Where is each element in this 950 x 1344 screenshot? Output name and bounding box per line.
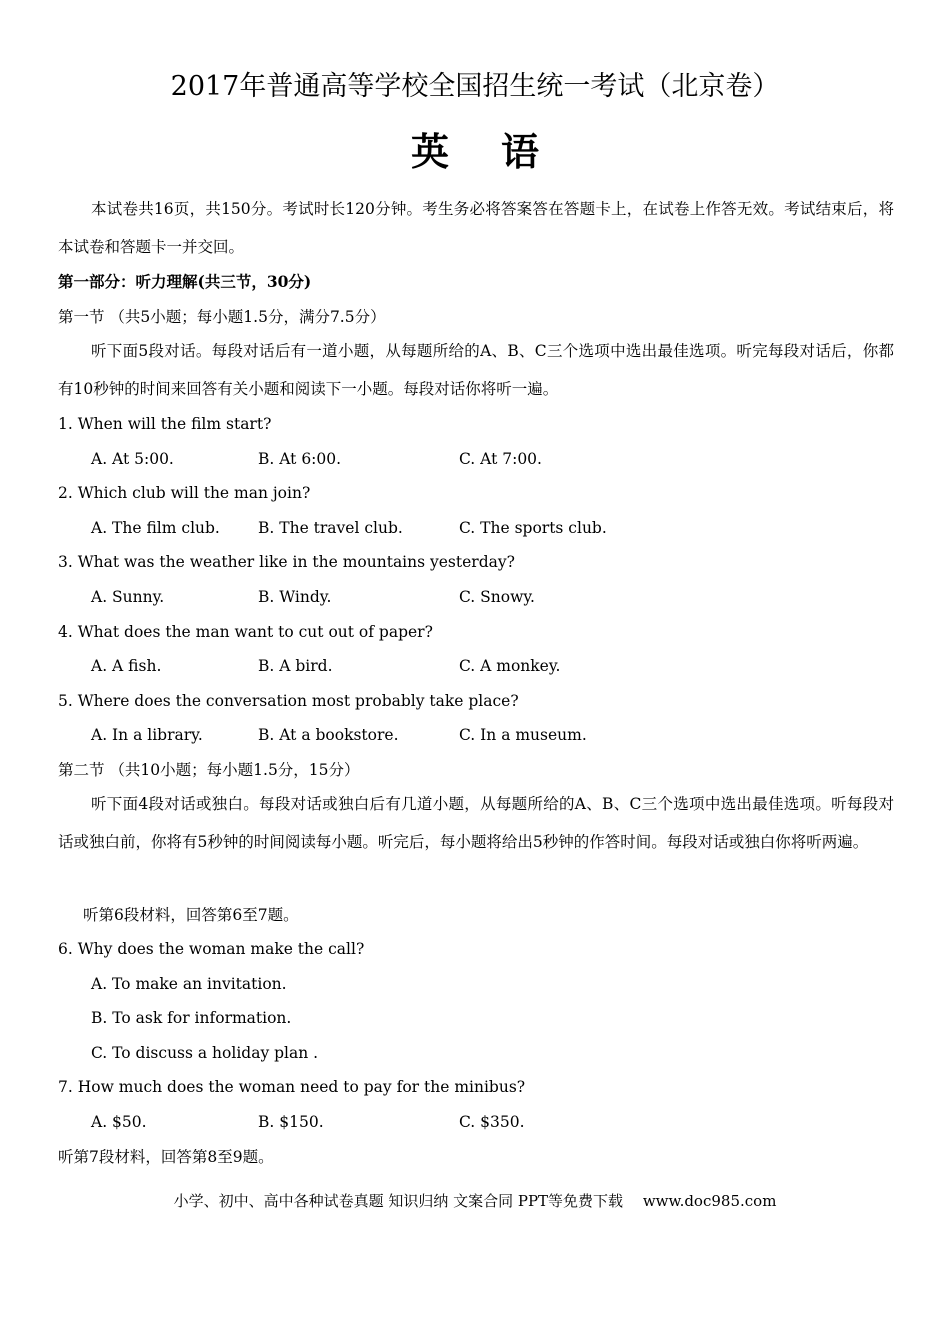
q7-option-c: C. $350. <box>459 1113 525 1131</box>
material-6-note: 听第6段材料，回答第6至7题。 <box>83 906 299 924</box>
q6-option-b: B. To ask for information. <box>91 1009 292 1027</box>
question-6: 6. Why does the woman make the call? <box>58 940 365 958</box>
q5-option-a: A. In a library. <box>91 726 203 744</box>
q1-option-b: B. At 6:00. <box>258 450 342 468</box>
question-7: 7. How much does the woman need to pay for the minibus? <box>58 1078 526 1096</box>
q6-option-c: C. To discuss a holiday plan . <box>91 1044 319 1062</box>
section2-heading: 第二节 （共10小题；每小题1.5分，15分） <box>58 761 360 779</box>
q7-option-b: B. $150. <box>258 1113 324 1131</box>
q1-option-c: C. At 7:00. <box>459 450 542 468</box>
q1-option-a: A. At 5:00. <box>91 450 174 468</box>
page-footer: 小学、初中、高中各种试卷真题 知识归纳 文案合同 PPT等免费下载 www.doc985.com <box>173 1192 777 1210</box>
part1-heading: 第一部分：听力理解(共三节，30分) <box>58 272 312 291</box>
question-2: 2. Which club will the man join? <box>58 484 311 502</box>
material-7-note: 听第7段材料，回答第8至9题。 <box>58 1148 274 1166</box>
q5-option-c: C. In a museum. <box>459 726 587 744</box>
q4-option-c: C. A monkey. <box>459 657 561 675</box>
q2-option-a: A. The film club. <box>91 519 220 537</box>
q6-option-a: A. To make an invitation. <box>91 975 287 993</box>
question-4: 4. What does the man want to cut out of paper? <box>58 623 433 641</box>
section1-instructions: 听下面5段对话。每段对话后有一道小题，从每题所给的A、B、C三个选项中选出最佳选项。听完每段对话后，你都有10秒钟的时间来回答有关小题和阅读下一小题。每段对话你将听一遍。 <box>58 342 894 398</box>
question-3: 3. What was the weather like in the mountains yesterday? <box>58 553 515 571</box>
q3-option-c: C. Snowy. <box>459 588 535 606</box>
q4-option-b: B. A bird. <box>258 657 333 675</box>
q2-option-b: B. The travel club. <box>258 519 403 537</box>
question-1: 1. When will the film start? <box>58 415 272 433</box>
section1-heading: 第一节 （共5小题；每小题1.5分，满分7.5分） <box>58 308 386 326</box>
subject-title: 英语 <box>410 129 591 174</box>
q2-option-c: C. The sports club. <box>459 519 607 537</box>
exam-title: 2017年普通高等学校全国招生统一考试（北京卷） <box>170 71 780 102</box>
q7-option-a: A. $50. <box>91 1113 147 1131</box>
q3-option-b: B. Windy. <box>258 588 332 606</box>
q4-option-a: A. A fish. <box>91 657 162 675</box>
q5-option-b: B. At a bookstore. <box>258 726 399 744</box>
section2-instructions: 听下面4段对话或独白。每段对话或独白后有几道小题，从每题所给的A、B、C三个选项中选出最佳选项。听每段对话或独白前，你将有5秒钟的时间阅读每小题。听完后，每小题将给出5秒钟的作答时间。每段对话或独白你将听两遍。 <box>58 795 894 851</box>
q3-option-a: A. Sunny. <box>91 588 165 606</box>
exam-intro: 本试卷共16页，共150分。考试时长120分钟。考生务必将答案答在答题卡上，在试卷上作答无效。考试结束后，将本试卷和答题卡一并交回。 <box>58 200 894 256</box>
question-5: 5. Where does the conversation most probably take place? <box>58 692 519 710</box>
